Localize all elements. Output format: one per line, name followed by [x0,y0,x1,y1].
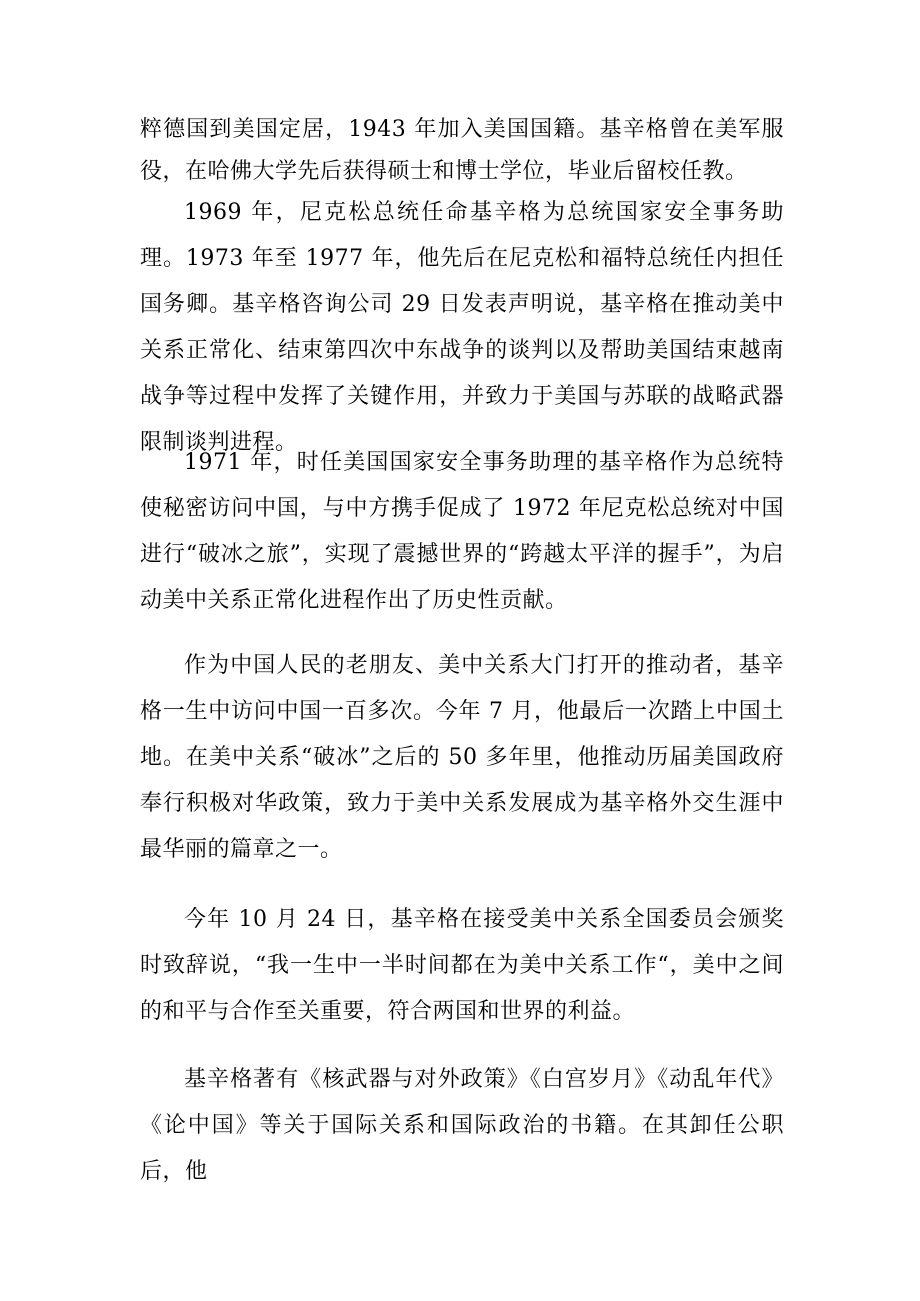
paragraph-text: 粹德国到美国定居，1943 年加入美国国籍。基辛格曾在美军服役，在哈佛大学先后获得硕士和博士学位，毕业后留校任教。 [140,117,784,184]
paragraph-1969 [140,190,784,466]
paragraph-old-friend [140,643,784,873]
paragraph-text: 基辛格著有《核武器与对外政策》《白宫岁月》《动乱年代》《论中国》等关于国际关系和国际政治的书籍。在其卸任公职后，他 [140,1067,784,1184]
paragraph-text: 作为中国人民的老朋友、美中关系大门打开的推动者，基辛格一生中访问中国一百多次。今年 7 月，他最后一次踏上中国土地。在美中关系“破冰”之后的 50 多年里，他推动历届美国政府奉行积极对华政策，致力于美中关系发展成为基辛格外交生涯中最华丽的篇章之一。 [140,653,784,862]
paragraph-text: 今年 10 月 24 日，基辛格在接受美中关系全国委员会颁奖时致辞说，“我一生中一半时间都在为美中关系工作“，美中之间的和平与合作至关重要，符合两国和世界的利益。 [140,907,784,1024]
paragraph-continued [140,109,784,193]
paragraph-1971 [140,440,784,624]
paragraph-award-speech [140,897,784,1035]
paragraph-text: 1971 年，时任美国国家安全事务助理的基辛格作为总统特使秘密访问中国，与中方携手促成了 1972 年尼克松总统对中国进行“破冰之旅”，实现了震撼世界的“跨越太平洋的握手”，为启动美中关系正常化进程作出了历史性贡献。 [140,450,784,613]
paragraph-text: 1969 年，尼克松总统任命基辛格为总统国家安全事务助理。1973 年至 1977 年，他先后在尼克松和福特总统任内担任国务卿。基辛格咨询公司 29 日发表声明说，基辛格在推动美中关系正常化、结束第四次中东战争的谈判以及帮助美国结束越南战争等过程中发挥了关键作用，并致力于美国与苏联的战略武器限制谈判进程。 [140,200,784,455]
paragraph-books [140,1057,784,1195]
